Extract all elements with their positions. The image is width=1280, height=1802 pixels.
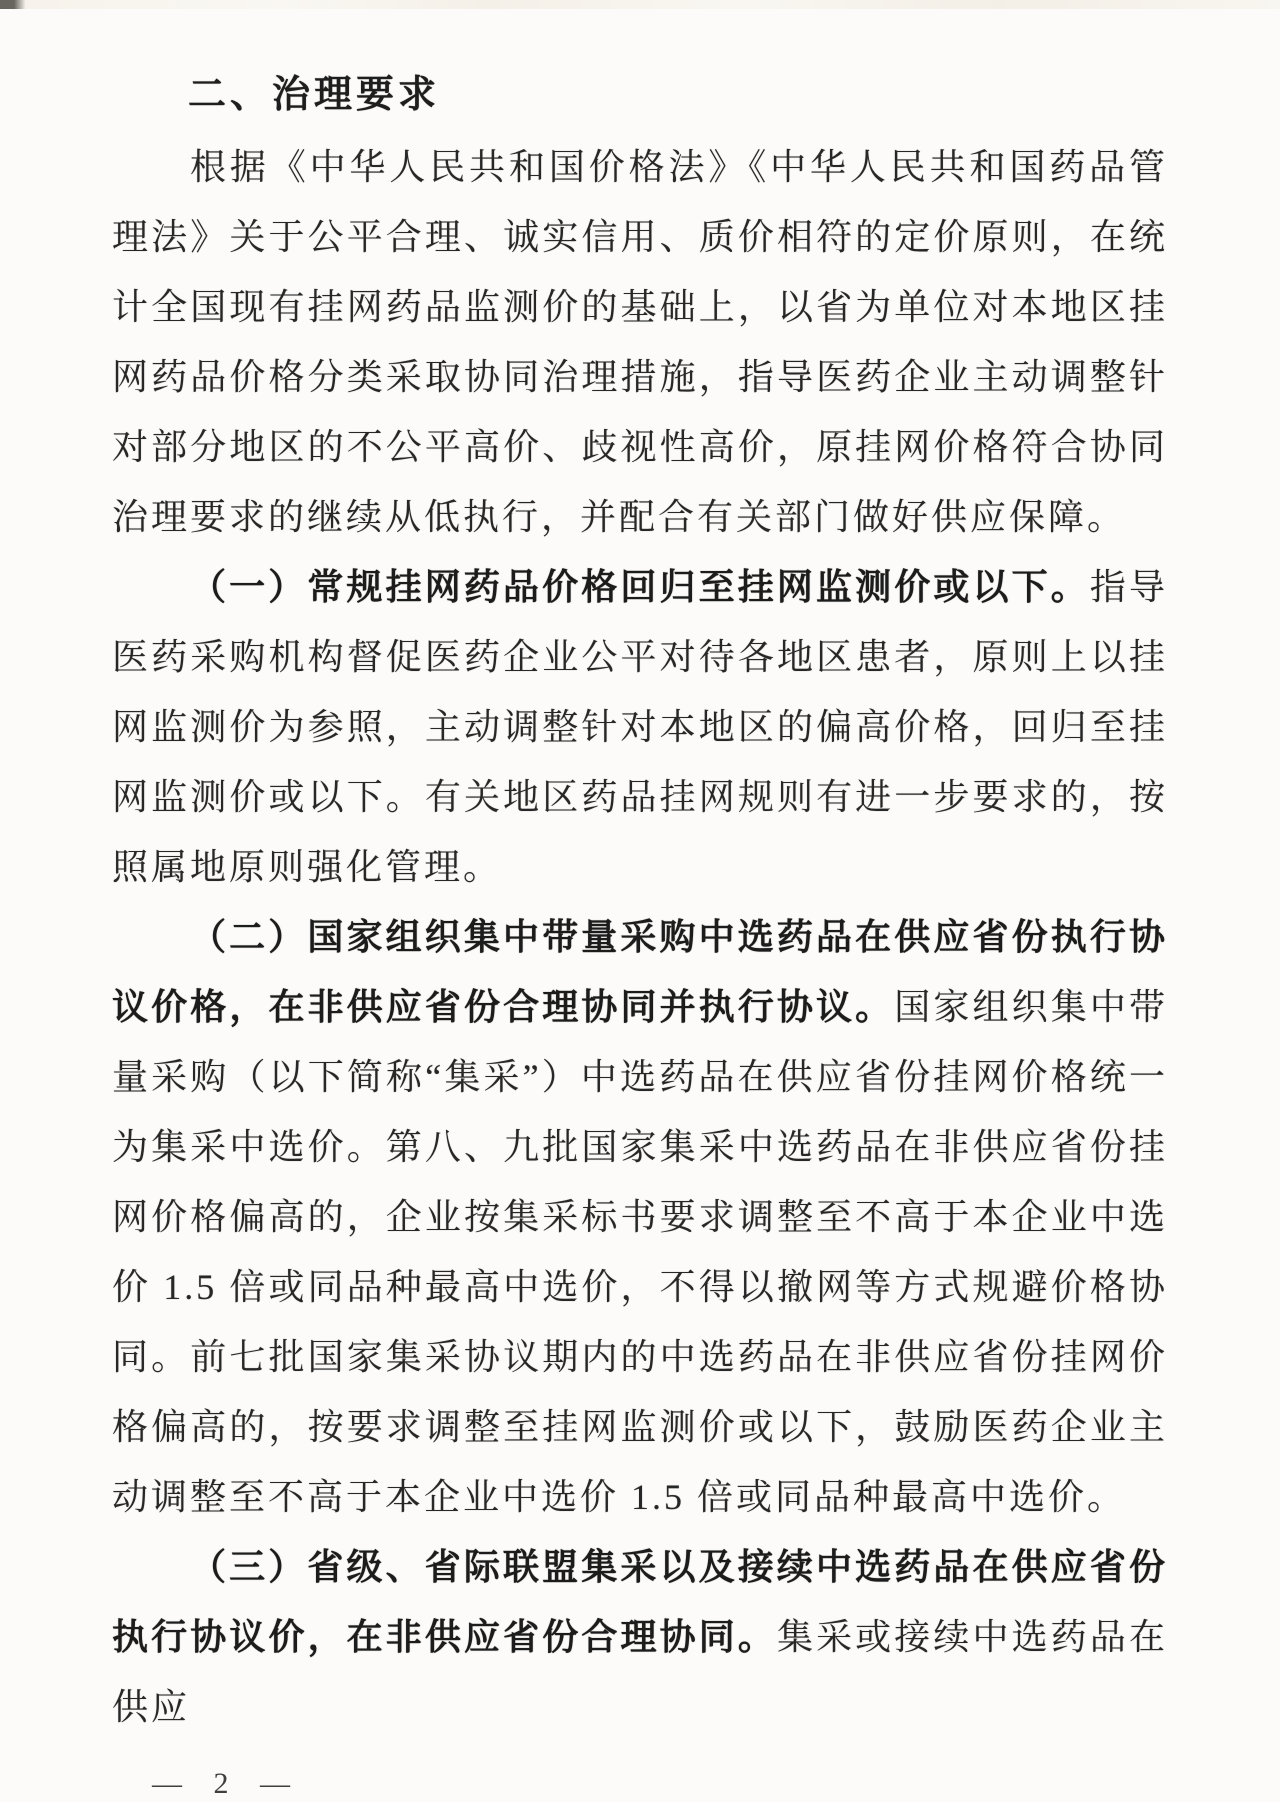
paragraph-item-3 (112, 1532, 1168, 1742)
paragraph-text: 指导医药采购机构督促医药企业公平对待各地区患者，原则上以挂网监测价为参照，主动调整针对本地区的偏高价格，回归至挂网监测价或以下。有关地区药品挂网规则有进一步要求的，按照属地原则强化管理。 (112, 567, 1168, 887)
section-heading: 二、治理要求 (188, 74, 441, 116)
page-number: — 2 — (152, 1767, 302, 1800)
paragraph-item-2 (112, 902, 1168, 1532)
paragraph-text: 集采或接续中选药品在供应 (112, 1617, 1168, 1727)
paragraph-intro (112, 132, 1168, 552)
paragraph-lead-bold: （二）国家组织集中带量采购中选药品在供应省份执行协议价格，在非供应省份合理协同并执行协议。 (112, 917, 1168, 1027)
paragraph-text: 国家组织集中带量采购（以下简称“集采”）中选药品在供应省份挂网价格统一为集采中选价。第八、九批国家集采中选药品在非供应省份挂网价格偏高的，企业按集采标书要求调整至不高于本企业中选价 1.5 倍或同品种最高中选价，不得以撤网等方式规避价格协同。前七批国家集采协议期内的中选药品在非供应省份挂网价格偏高的，按要求调整至挂网监测价或以下，鼓励医药企业主动调整至不高于本企业中选价 1.5 倍或同品种最高中选价。 (112, 987, 1168, 1517)
paragraph-text: 根据《中华人民共和国价格法》《中华人民共和国药品管理法》关于公平合理、诚实信用、质价相符的定价原则，在统计全国现有挂网药品监测价的基础上，以省为单位对本地区挂网药品价格分类采取协同治理措施，指导医药企业主动调整针对部分地区的不公平高价、歧视性高价，原挂网价格符合协同治理要求的继续从低执行，并配合有关部门做好供应保障。 (112, 147, 1168, 537)
paragraph-lead-bold: （三）省级、省际联盟集采以及接续中选药品在供应省份执行协议价，在非供应省份合理协同。 (112, 1547, 1168, 1657)
paragraph-item-1 (112, 552, 1168, 902)
paragraph-lead-bold: （一）常规挂网药品价格回归至挂网监测价或以下。 (190, 567, 1090, 607)
